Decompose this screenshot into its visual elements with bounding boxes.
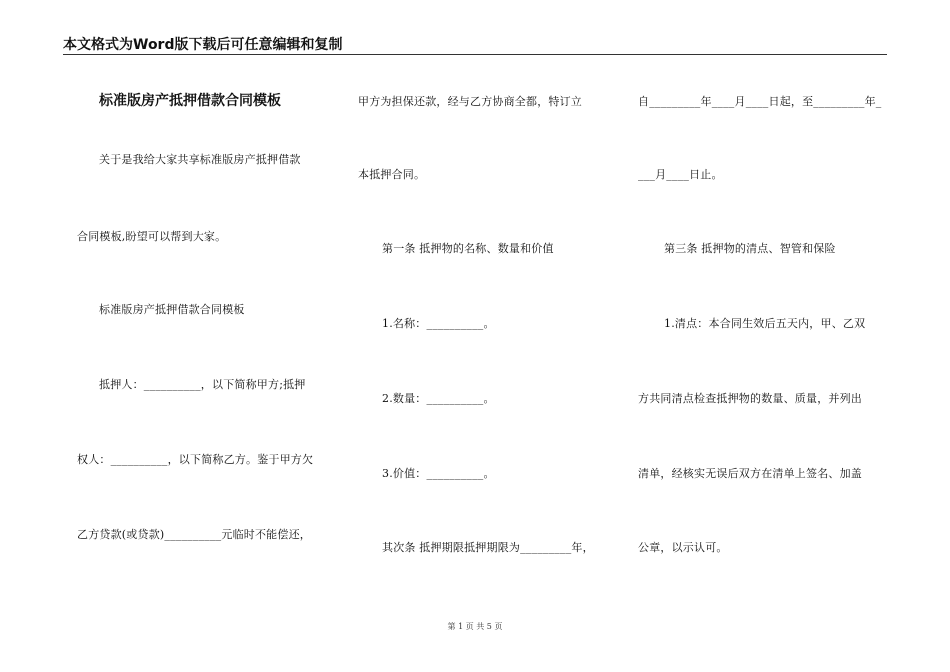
section-heading: 第三条 抵押物的清点、智管和保险 xyxy=(664,242,836,255)
paragraph-line: 标准版房产抵押借款合同模板 xyxy=(99,303,245,316)
paragraph-line: 清单，经核实无误后双方在清单上签名、加盖 xyxy=(638,467,862,480)
paragraph-line: 1.名称：__________。 xyxy=(382,317,495,330)
section-heading: 第一条 抵押物的名称、数量和价值 xyxy=(382,242,554,255)
document-banner: 本文格式为Word版下载后可任意编辑和复制 xyxy=(63,37,343,53)
paragraph-line: 3.价值：__________。 xyxy=(382,467,495,480)
paragraph-line: 合同模板,盼望可以帮到大家。 xyxy=(77,230,227,243)
header-divider xyxy=(63,54,887,55)
paragraph-line: 甲方为担保还款，经与乙方协商全都，特订立 xyxy=(358,95,582,108)
paragraph-line: 2.数量：__________。 xyxy=(382,392,495,405)
section-heading: 其次条 抵押期限抵押期限为_________年， xyxy=(382,541,594,554)
paragraph-line: ___月____日止。 xyxy=(638,168,723,181)
paragraph-line: 关于是我给大家共享标准版房产抵押借款 xyxy=(99,153,301,166)
paragraph-line: 公章，以示认可。 xyxy=(638,541,728,554)
page-number: 第 1 页 共 5 页 xyxy=(447,622,503,631)
paragraph-line: 权人：__________，以下简称乙方。鉴于甲方欠 xyxy=(77,453,314,466)
paragraph-line: 方共同清点检查抵押物的数量、质量，并列出 xyxy=(638,392,862,405)
paragraph-line: 1.清点：本合同生效后五天内，甲、乙双 xyxy=(664,317,866,330)
paragraph-line: 自_________年____月____日起，至_________年_ xyxy=(638,95,882,108)
paragraph-line: 乙方贷款(或贷款)__________元临时不能偿还， xyxy=(77,528,311,541)
document-title: 标准版房产抵押借款合同模板 xyxy=(99,93,281,109)
paragraph-line: 抵押人：__________，以下简称甲方;抵押 xyxy=(99,378,306,391)
paragraph-line: 本抵押合同。 xyxy=(358,168,426,181)
